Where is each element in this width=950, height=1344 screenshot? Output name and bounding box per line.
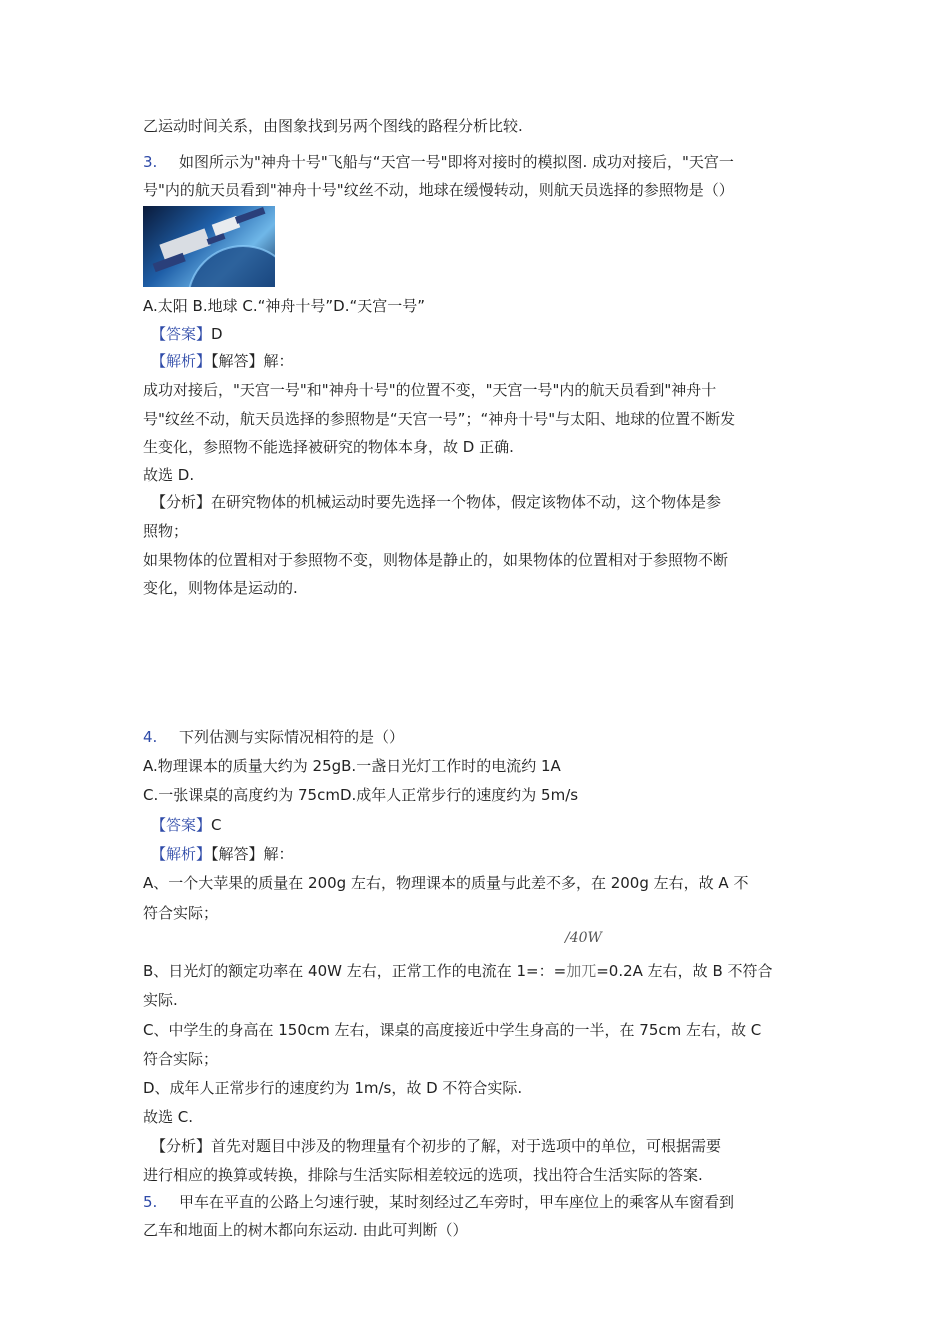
- text-line: 如果物体的位置相对于参照物不变，则物体是静止的，如果物体的位置相对于参照物不断: [143, 551, 729, 569]
- options-line: A.物理课本的质量大约为 25gB.一盏日光灯工作时的电流约 1A: [143, 757, 561, 775]
- options-line: C.一张课桌的高度约为 75cmD.成年人正常步行的速度约为 5m/s: [143, 786, 579, 804]
- formula-numerator: /40W: [565, 930, 602, 946]
- spacecraft-docking-image: [143, 206, 275, 287]
- text-line: 【分析】在研究物体的机械运动时要先选择一个物体，假定该物体不动，这个物体是参: [151, 493, 722, 511]
- question-text: 如图所示为"神舟十号"飞船与“天宫一号"即将对接时的模拟图. 成功对接后，"天宫一: [179, 153, 734, 171]
- answer-value: C: [211, 816, 222, 834]
- question-5: [143, 1192, 734, 1212]
- question-number: 3.: [143, 153, 158, 171]
- text-line: 号"内的航天员看到"神舟十号"纹丝不动，地球在缓慢转动，则航天员选择的参照物是（）: [143, 181, 734, 199]
- text-line: 进行相应的换算或转换，排除与生活实际相差较远的选项，找出符合生活实际的答案.: [143, 1166, 703, 1184]
- text-line: 符合实际；: [143, 904, 219, 922]
- text-line: 生变化，参照物不能选择被研究的物体本身，故 D 正确.: [143, 438, 514, 456]
- text-line: 【分析】首先对题目中涉及的物理量有个初步的了解，对于选项中的单位，可根据需要: [151, 1137, 722, 1155]
- answer-tag: 【答案】: [151, 325, 212, 343]
- text-line: D、成年人正常步行的速度约为 1m/s，故 D 不符合实际.: [143, 1079, 523, 1097]
- answer-line: [151, 815, 222, 835]
- question-3: [143, 152, 734, 172]
- answer-value: D: [211, 325, 223, 343]
- text-line: 故选 D.: [143, 466, 195, 484]
- question-number: 4.: [143, 728, 158, 746]
- analysis-line: [151, 844, 294, 864]
- question-number: 5.: [143, 1193, 158, 1211]
- text-line: 符合实际；: [143, 1050, 219, 1068]
- formula-line: [143, 961, 773, 981]
- analysis-text: 【解答】解：: [211, 845, 294, 863]
- question-text: 甲车在平直的公路上匀速行驶，某时刻经过乙车旁时，甲车座位上的乘客从车窗看到: [179, 1193, 735, 1211]
- text-line: 号"纹丝不动，航天员选择的参照物是“天宫一号”；“神舟十号"与太阳、地球的位置不断发: [143, 410, 736, 428]
- analysis-tag: 【解析】: [151, 352, 212, 370]
- options-line: A.太阳 B.地球 C.“神舟十号”D.“天宫一号”: [143, 297, 426, 315]
- spacecraft-illustration: [143, 206, 275, 287]
- answer-line: [151, 324, 223, 344]
- analysis-text: 【解答】解：: [211, 352, 294, 370]
- text-line: 乙车和地面上的树木都向东运动. 由此可判断（）: [143, 1221, 468, 1239]
- analysis-tag: 【解析】: [151, 845, 212, 863]
- formula-denominator: 加兀: [566, 962, 597, 980]
- text-line: 故选 C.: [143, 1108, 194, 1126]
- question-4: [143, 727, 404, 747]
- text-line: 成功对接后，"天宫一号"和"神舟十号"的位置不变，"天宫一号"内的航天员看到"神舟十: [143, 381, 717, 399]
- question-text: 下列估测与实际情况相符的是（）: [179, 728, 405, 746]
- text-line: A、一个大苹果的质量在 200g 左右，物理课本的质量与此差不多，在 200g 左右，故 A 不: [143, 874, 749, 892]
- text-line: C、中学生的身高在 150cm 左右，课桌的高度接近中学生身高的一半，在 75cm 左右，故 C: [143, 1021, 762, 1039]
- text-line: 照物；: [143, 522, 189, 540]
- answer-tag: 【答案】: [151, 816, 212, 834]
- text-segment: B、日光灯的额定功率在 40W 左右，正常工作的电流在 1=：=: [143, 962, 567, 980]
- analysis-line: [151, 351, 294, 371]
- text-line: 实际.: [143, 991, 178, 1009]
- text-line: 乙运动时间关系，由图象找到另两个图线的路程分析比较.: [143, 117, 523, 135]
- text-line: 变化，则物体是运动的.: [143, 579, 298, 597]
- text-segment: =0.2A 左右，故 B 不符合: [596, 962, 773, 980]
